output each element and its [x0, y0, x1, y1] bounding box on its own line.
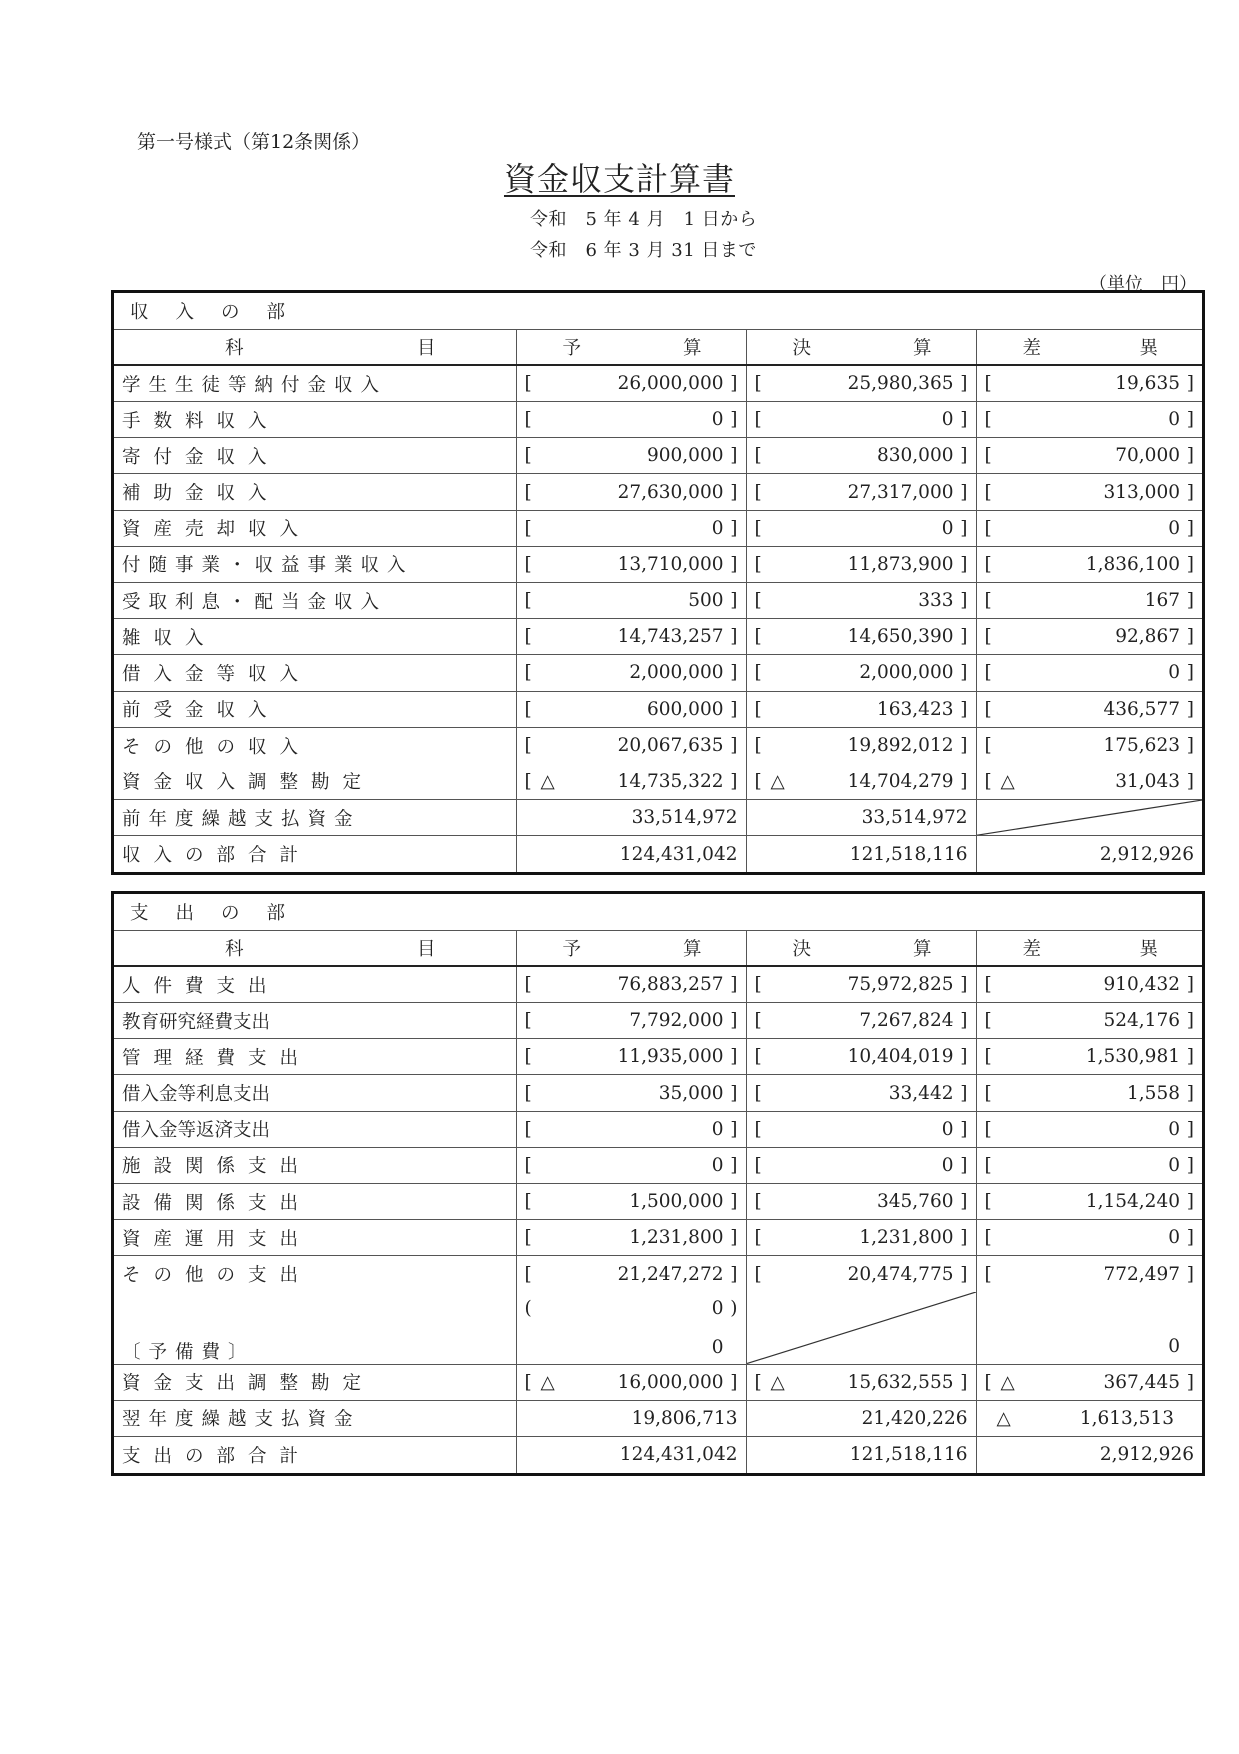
row-name: 設備関係支出	[122, 1192, 312, 1214]
budget-value: 0	[711, 1336, 724, 1358]
diff-value: 70,000	[1115, 445, 1180, 467]
unit-label: （単位 円）	[1089, 274, 1197, 295]
row-name: 管理経費支出	[122, 1047, 312, 1069]
budget-value: 600,000	[646, 698, 724, 720]
triangle-mark: △	[996, 1407, 1011, 1429]
diff-value: 0	[1168, 1118, 1180, 1140]
actual-value: 2,000,000	[859, 662, 954, 684]
row-name: 〔予備費〕	[122, 1341, 255, 1363]
diff-value: 1,613,513	[1079, 1407, 1174, 1429]
expense-column-header	[114, 930, 1202, 966]
actual-value: 14,650,390	[847, 626, 954, 648]
row-name: 前受金収入	[122, 700, 280, 722]
expense-heading: 支出の部	[114, 894, 1202, 930]
diff-value: 0	[1168, 1227, 1180, 1249]
row-name: 前年度繰越支払資金	[122, 808, 361, 830]
diff-value: 0	[1168, 1335, 1180, 1357]
income-row: 学生生徒等納付金収入 [ 26,000,000 ] [ 25,980,365 ] [ 19,635 ]	[114, 365, 1202, 401]
diff-value: 1,836,100	[1085, 553, 1180, 575]
budget-value: 20,067,635	[617, 735, 724, 757]
expense-carry-row	[114, 1400, 1202, 1436]
actual-value: 33,514,972	[746, 800, 976, 836]
budget-value: 0	[711, 1118, 724, 1140]
income-row: 受取利息・配当金収入 [ 500 ] [ 333 ] [ 167 ]	[114, 583, 1202, 619]
actual-value: 15,632,555	[847, 1371, 954, 1393]
col-item: 科 目	[114, 329, 516, 365]
row-name: 収入の部合計	[122, 845, 312, 867]
expense-section-header	[114, 894, 1202, 930]
diff-value: 92,867	[1115, 626, 1180, 648]
budget-value: 16,000,000	[617, 1371, 724, 1393]
col-actual: 決 算	[746, 329, 976, 365]
budget-value: 21,247,272	[617, 1263, 724, 1285]
row-name: 借入金等収入	[122, 663, 312, 685]
diff-value: 0	[1168, 662, 1180, 684]
actual-value: 0	[941, 1118, 954, 1140]
diff-value: 175,623	[1103, 735, 1180, 757]
actual-value: 121,518,116	[746, 1436, 976, 1472]
budget-value: 33,514,972	[516, 800, 746, 836]
period-from: 令和 5 年 4 月 1 日から	[530, 209, 758, 230]
actual-value: 163,423	[876, 698, 954, 720]
income-heading: 収入の部	[114, 293, 1202, 329]
row-name: その他の収入	[122, 736, 312, 758]
budget-value: 500	[688, 590, 724, 612]
actual-value: 0	[941, 1154, 954, 1176]
actual-value: 75,972,825	[847, 974, 954, 996]
document-title: 資金収支計算書	[503, 160, 735, 198]
row-name: 翌年度繰越支払資金	[122, 1409, 361, 1431]
income-row: 補助金収入 [ 27,630,000 ] [ 27,317,000 ] [ 313,000 ]	[114, 474, 1202, 510]
actual-value: 33,442	[888, 1082, 954, 1104]
budget-value: 14,735,322	[617, 770, 724, 792]
diff-value: 436,577	[1103, 698, 1180, 720]
budget-value: 0	[711, 517, 724, 539]
expense-table	[111, 891, 1205, 1476]
budget-value: 0	[711, 1154, 724, 1176]
row-name: 教育研究経費支出	[122, 1011, 271, 1033]
expense-row: 借入金等利息支出 [ 35,000 ] [ 33,442 ] [ 1,558 ]	[114, 1075, 1202, 1111]
budget-value: 13,710,000	[617, 553, 724, 575]
expense-row: 教育研究経費支出 [ 7,792,000 ] [ 7,267,824 ] [ 524,176 ]	[114, 1003, 1202, 1039]
budget-value: 7,792,000	[629, 1010, 724, 1032]
col-diff: 差 異	[976, 930, 1202, 966]
budget-value: 14,743,257	[617, 626, 724, 648]
budget-value: 1,231,800	[629, 1227, 724, 1249]
expense-total-row	[114, 1436, 1202, 1472]
income-column-header	[114, 329, 1202, 365]
income-row: 資産売却収入 [ 0 ] [ 0 ] [ 0 ]	[114, 510, 1202, 546]
row-name: その他の支出	[122, 1265, 312, 1287]
actual-value: 345,760	[876, 1191, 954, 1213]
income-adjust-row: 資金収入調整勘定 [ △ 14,735,322 ] [ △ 14,704,279 ] [ △ 31,043 ]	[114, 763, 1202, 799]
budget-value: 2,000,000	[629, 662, 724, 684]
budget-value: 124,431,042	[516, 836, 746, 872]
diff-value: 313,000	[1103, 481, 1180, 503]
period-to: 令和 6 年 3 月 31 日まで	[530, 240, 757, 261]
actual-value: 25,980,365	[847, 373, 954, 395]
expense-row: 人件費支出 [ 76,883,257 ] [ 75,972,825 ] [ 910,432 ]	[114, 966, 1202, 1002]
income-row: 借入金等収入 [ 2,000,000 ] [ 2,000,000 ] [ 0 ]	[114, 655, 1202, 691]
income-row: 手数料収入 [ 0 ] [ 0 ] [ 0 ]	[114, 402, 1202, 438]
budget-value: 19,806,713	[516, 1400, 746, 1436]
diff-value: 19,635	[1115, 373, 1180, 395]
diff-value: 2,912,926	[976, 836, 1202, 872]
expense-row: 借入金等返済支出 [ 0 ] [ 0 ] [ 0 ]	[114, 1111, 1202, 1147]
income-row: 寄付金収入 [ 900,000 ] [ 830,000 ] [ 70,000 ]	[114, 438, 1202, 474]
col-budget: 予 算	[516, 329, 746, 365]
budget-value: 76,883,257	[617, 974, 724, 996]
actual-value: 830,000	[876, 445, 954, 467]
diagonal-blank-cell	[746, 1292, 976, 1364]
diff-value: 1,154,240	[1085, 1191, 1180, 1213]
actual-value: 0	[941, 517, 954, 539]
row-name: 資産売却収入	[122, 519, 312, 541]
diff-value: 2,912,926	[976, 1436, 1202, 1472]
income-row: その他の収入 [ 20,067,635 ] [ 19,892,012 ] [ 175,623 ]	[114, 727, 1202, 763]
expense-row: その他の支出 [ 21,247,272 ] [ 20,474,775 ] [ 772,497 ]	[114, 1256, 1202, 1292]
row-name: 学生生徒等納付金収入	[122, 374, 388, 396]
row-name: 手数料収入	[122, 410, 280, 432]
income-row: 前受金収入 [ 600,000 ] [ 163,423 ] [ 436,577 ]	[114, 691, 1202, 727]
actual-value: 19,892,012	[847, 735, 954, 757]
row-name: 付随事業・収益事業収入	[122, 555, 414, 577]
diagonal-blank-cell	[976, 800, 1202, 836]
reserve-row: 〔予備費〕 ( 0 ) 0 0	[114, 1292, 1202, 1364]
diff-value: 1,530,981	[1085, 1046, 1180, 1068]
row-name: 支出の部合計	[122, 1445, 312, 1467]
row-name: 人件費支出	[122, 975, 280, 997]
row-name: 資産運用支出	[122, 1228, 312, 1250]
budget-value: 35,000	[658, 1082, 724, 1104]
diff-value: 167	[1144, 590, 1180, 612]
row-name: 資金収入調整勘定	[122, 772, 375, 794]
actual-value: 10,404,019	[847, 1046, 954, 1068]
actual-value: 21,420,226	[746, 1400, 976, 1436]
col-diff: 差 異	[976, 329, 1202, 365]
expense-row: 施設関係支出 [ 0 ] [ 0 ] [ 0 ]	[114, 1147, 1202, 1183]
budget-value: 1,500,000	[629, 1191, 724, 1213]
col-actual: 決 算	[746, 930, 976, 966]
row-name: 資金支出調整勘定	[122, 1373, 375, 1395]
row-name: 雑収入	[122, 627, 217, 649]
budget-value: 124,431,042	[516, 1436, 746, 1472]
budget-value: 27,630,000	[617, 481, 724, 503]
budget-value: 11,935,000	[617, 1046, 724, 1068]
budget-value: 900,000	[646, 445, 724, 467]
diff-value: 31,043	[1115, 770, 1180, 792]
diff-value: 0	[1168, 409, 1180, 431]
income-carry-row	[114, 800, 1202, 836]
budget-value: 0	[711, 409, 724, 431]
row-name: 施設関係支出	[122, 1156, 312, 1178]
actual-value: 1,231,800	[859, 1227, 954, 1249]
income-row: 雑収入 [ 14,743,257 ] [ 14,650,390 ] [ 92,867 ]	[114, 619, 1202, 655]
col-item: 科 目	[114, 930, 516, 966]
income-total-row	[114, 836, 1202, 872]
row-name: 受取利息・配当金収入	[122, 591, 388, 613]
expense-row: 管理経費支出 [ 11,935,000 ] [ 10,404,019 ] [ 1,530,981 ]	[114, 1039, 1202, 1075]
income-row: 付随事業・収益事業収入 [ 13,710,000 ] [ 11,873,900 ] [ 1,836,100 ]	[114, 546, 1202, 582]
actual-value: 0	[941, 409, 954, 431]
diff-value: 0	[1168, 1154, 1180, 1176]
actual-value: 11,873,900	[847, 553, 954, 575]
actual-value: 20,474,775	[847, 1263, 954, 1285]
income-section-header	[114, 293, 1202, 329]
col-budget: 予 算	[516, 930, 746, 966]
diff-value: 524,176	[1103, 1010, 1180, 1032]
actual-value: 27,317,000	[847, 481, 954, 503]
income-table	[111, 290, 1205, 875]
actual-value: 7,267,824	[859, 1010, 954, 1032]
diff-value: 910,432	[1103, 974, 1180, 996]
diff-value: 1,558	[1127, 1082, 1180, 1104]
expense-adjust-row: 資金支出調整勘定 [ △ 16,000,000 ] [ △ 15,632,555 ] [ △ 367,445 ]	[114, 1364, 1202, 1400]
actual-value: 14,704,279	[847, 770, 954, 792]
form-label: 第一号様式（第12条関係）	[137, 131, 371, 153]
row-name: 借入金等返済支出	[122, 1120, 271, 1142]
row-name: 借入金等利息支出	[122, 1084, 271, 1106]
expense-row: 設備関係支出 [ 1,500,000 ] [ 345,760 ] [ 1,154,240 ]	[114, 1184, 1202, 1220]
budget-value: 26,000,000	[617, 373, 724, 395]
diff-value: 772,497	[1103, 1263, 1180, 1285]
actual-value: 333	[918, 590, 954, 612]
diff-value: 0	[1168, 517, 1180, 539]
row-name: 補助金収入	[122, 483, 280, 505]
budget-paren-value: 0	[711, 1297, 724, 1319]
expense-row: 資産運用支出 [ 1,231,800 ] [ 1,231,800 ] [ 0 ]	[114, 1220, 1202, 1256]
actual-value: 121,518,116	[746, 836, 976, 872]
row-name: 寄付金収入	[122, 446, 280, 468]
diff-value: 367,445	[1103, 1371, 1180, 1393]
